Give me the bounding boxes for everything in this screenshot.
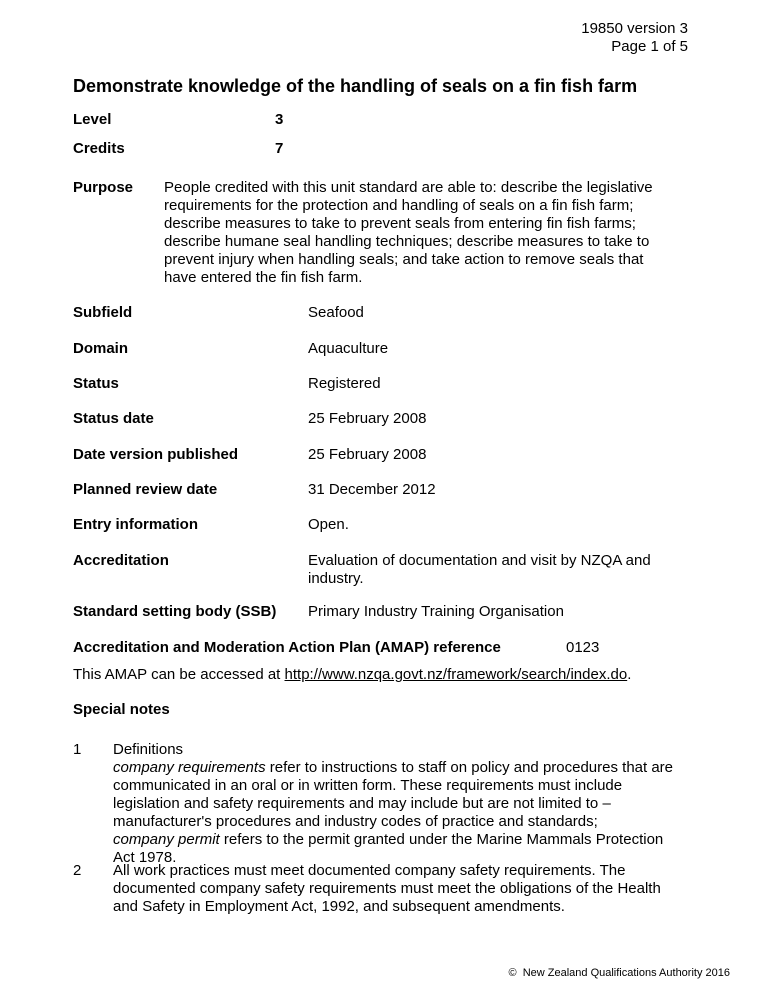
domain-value: Aquaculture bbox=[308, 340, 389, 357]
copyright-text: New Zealand Qualifications Authority 2016 bbox=[522, 967, 730, 979]
credits-value: 7 bbox=[275, 140, 284, 157]
amap-link[interactable]: http://www.nzqa.govt.nz/framework/search/index.do bbox=[284, 666, 628, 683]
special-notes-heading: Special notes bbox=[73, 701, 170, 718]
date-published-label: Date version published bbox=[73, 446, 239, 463]
version-label: 19850 version 3 bbox=[581, 20, 688, 37]
level-label: Level bbox=[73, 111, 112, 128]
purpose-line: have entered the fin fish farm. bbox=[164, 269, 363, 286]
note-2-text bbox=[113, 862, 703, 916]
entry-info-label: Entry information bbox=[73, 516, 199, 533]
note-number: 2 bbox=[73, 862, 82, 879]
date-published-value: 25 February 2008 bbox=[308, 446, 427, 463]
term-company-requirements: company requirements bbox=[113, 759, 266, 776]
amap-access-text bbox=[73, 666, 631, 684]
copyright-footer bbox=[508, 966, 730, 980]
definitions-heading: Definitions bbox=[113, 741, 184, 758]
page-title: Demonstrate knowledge of the handling of seals on a fin fish farm bbox=[73, 76, 638, 96]
accreditation-line: industry. bbox=[308, 570, 364, 587]
page-number: Page 1 of 5 bbox=[611, 38, 688, 55]
subfield-label: Subfield bbox=[73, 304, 133, 321]
definition-company-permit: company permit refers to the permit granted under the Marine Mammals Protection bbox=[113, 831, 664, 848]
note-line: manufacturer's procedures and industry codes of practice and standards; bbox=[113, 813, 598, 830]
amap-access-prefix: This AMAP can be accessed at bbox=[73, 666, 285, 683]
note-1-text bbox=[113, 741, 703, 867]
accreditation-line: Evaluation of documentation and visit by NZQA and bbox=[308, 552, 651, 569]
subfield-value: Seafood bbox=[308, 304, 364, 321]
accreditation-label: Accreditation bbox=[73, 552, 169, 569]
note-line: documented company safety requirements must meet the obligations of the Health bbox=[113, 880, 661, 897]
status-label: Status bbox=[73, 375, 119, 392]
copyright-icon: © bbox=[508, 967, 517, 979]
amap-reference: 0123 bbox=[566, 639, 600, 656]
status-date-label: Status date bbox=[73, 410, 154, 427]
accreditation-value bbox=[308, 552, 698, 588]
purpose-text bbox=[164, 179, 709, 287]
note-line: legislation and safety requirements and may include but are not limited to – bbox=[113, 795, 611, 812]
document-header bbox=[388, 20, 688, 56]
note-line: Act 1978. bbox=[113, 849, 177, 866]
note-line: All work practices must meet documented company safety requirements. The bbox=[113, 862, 626, 879]
credits-label: Credits bbox=[73, 140, 125, 157]
review-date-value: 31 December 2012 bbox=[308, 481, 436, 498]
purpose-label: Purpose bbox=[73, 179, 134, 196]
note-number: 1 bbox=[73, 741, 82, 758]
purpose-line: describe humane seal handling techniques; describe measures to take to bbox=[164, 233, 650, 250]
level-value: 3 bbox=[275, 111, 284, 128]
purpose-line: requirements for the protection and handling of seals on a fin fish farm; bbox=[164, 197, 634, 214]
ssb-label: Standard setting body (SSB) bbox=[73, 603, 277, 620]
note-line: communicated in an oral or in written form. These requirements must include bbox=[113, 777, 623, 794]
amap-access-suffix: . bbox=[627, 666, 632, 683]
term-company-permit: company permit bbox=[113, 831, 220, 848]
purpose-line: prevent injury when handling seals; and take action to remove seals that bbox=[164, 251, 644, 268]
purpose-line: People credited with this unit standard are able to: describe the legislative bbox=[164, 179, 653, 196]
status-date-value: 25 February 2008 bbox=[308, 410, 427, 427]
domain-label: Domain bbox=[73, 340, 129, 357]
entry-info-value: Open. bbox=[308, 516, 349, 533]
definition-company-requirements: company requirements refer to instructions to staff on policy and procedures that are bbox=[113, 759, 674, 776]
review-date-label: Planned review date bbox=[73, 481, 218, 498]
note-line: and Safety in Employment Act, 1992, and subsequent amendments. bbox=[113, 898, 565, 915]
ssb-value: Primary Industry Training Organisation bbox=[308, 603, 564, 620]
purpose-line: describe measures to take to prevent seals from entering fin fish farms; bbox=[164, 215, 636, 232]
amap-label: Accreditation and Moderation Action Plan (AMAP) reference bbox=[73, 639, 501, 656]
status-value: Registered bbox=[308, 375, 381, 392]
